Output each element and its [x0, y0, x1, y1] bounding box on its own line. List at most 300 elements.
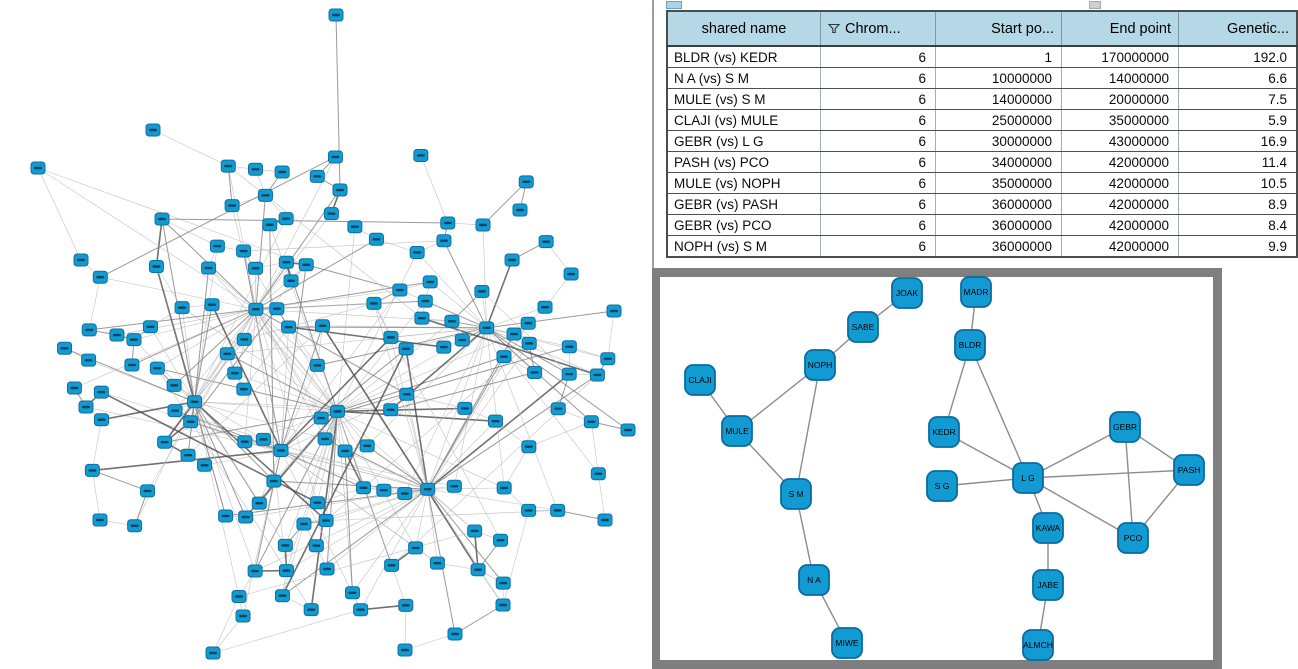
node-label: [158, 218, 166, 220]
network-node[interactable]: [237, 383, 251, 395]
network-node[interactable]: [409, 542, 423, 554]
network-node[interactable]: [551, 504, 565, 516]
node-label: KEDR: [932, 427, 956, 437]
network-node-SABE[interactable]: [848, 312, 878, 342]
network-node[interactable]: [175, 302, 189, 314]
table-cell: 5.9: [1179, 110, 1298, 131]
network-node[interactable]: [415, 312, 429, 324]
network-node[interactable]: [143, 321, 157, 333]
table-cell: 11.4: [1179, 152, 1298, 173]
table-cell: 43000000: [1062, 131, 1179, 152]
network-node[interactable]: [274, 445, 288, 457]
network-node[interactable]: [232, 590, 246, 602]
network-edge: [529, 422, 591, 447]
network-edge: [92, 420, 101, 471]
column-header-shared-name[interactable]: [667, 11, 821, 46]
node-label: [313, 364, 321, 366]
node-label: [252, 267, 260, 269]
network-node[interactable]: [360, 440, 374, 452]
node-label: [351, 226, 359, 228]
network-node[interactable]: [584, 416, 598, 428]
network-node[interactable]: [125, 359, 139, 371]
network-node[interactable]: [279, 565, 293, 577]
network-node[interactable]: [270, 303, 284, 315]
network-node[interactable]: [410, 246, 424, 258]
network-node[interactable]: [79, 401, 93, 413]
network-node[interactable]: [507, 328, 521, 340]
node-label: [146, 326, 154, 328]
network-node[interactable]: [94, 414, 108, 426]
table-cell: 7.5: [1179, 89, 1298, 110]
node-label: [348, 592, 356, 594]
table-row[interactable]: [667, 110, 1297, 131]
column-header-start-po---[interactable]: [936, 11, 1062, 46]
node-label: [240, 388, 248, 390]
network-node[interactable]: [256, 433, 270, 445]
network-node[interactable]: [551, 403, 565, 415]
network-node[interactable]: [496, 577, 510, 589]
network-node[interactable]: [320, 563, 334, 575]
node-label: [444, 222, 452, 224]
subnetwork-panel: [652, 268, 1222, 669]
network-node[interactable]: [82, 324, 96, 336]
network-node[interactable]: [414, 149, 428, 161]
column-header-label: Chrom...: [845, 20, 901, 37]
network-node[interactable]: [82, 354, 96, 366]
network-node[interactable]: [357, 482, 371, 494]
network-node[interactable]: [110, 329, 124, 341]
network-node[interactable]: [74, 254, 88, 266]
network-edge-BLDR-LG: [970, 345, 1028, 478]
node-label: [531, 371, 539, 373]
network-node[interactable]: [225, 200, 239, 212]
node-label: [413, 251, 421, 253]
network-node[interactable]: [468, 525, 482, 537]
network-node[interactable]: [324, 208, 338, 220]
node-label: [448, 320, 456, 322]
network-node-MULE[interactable]: [722, 416, 752, 446]
network-node[interactable]: [315, 320, 329, 332]
column-header-end-point[interactable]: [1062, 11, 1179, 46]
network-node[interactable]: [329, 9, 343, 21]
column-header-chrom---[interactable]: [821, 11, 936, 46]
network-node[interactable]: [238, 436, 252, 448]
network-node-PASH[interactable]: [1174, 455, 1204, 485]
node-label: [516, 209, 524, 211]
network-node[interactable]: [279, 256, 293, 268]
table-cell: 25000000: [936, 110, 1062, 131]
network-node-SG[interactable]: [927, 471, 957, 501]
network-node[interactable]: [310, 170, 324, 182]
column-header-genetic---[interactable]: [1179, 11, 1298, 46]
network-edge: [256, 195, 266, 309]
network-node[interactable]: [267, 475, 281, 487]
network-node-JABE[interactable]: [1033, 570, 1063, 600]
node-label: [331, 156, 339, 158]
node-label: [542, 240, 550, 242]
node-label: [34, 167, 42, 169]
network-node[interactable]: [562, 368, 576, 380]
node-label: [152, 265, 160, 267]
network-node[interactable]: [494, 534, 508, 546]
network-node-MIWE[interactable]: [832, 628, 862, 658]
table-cell: 30000000: [936, 131, 1062, 152]
network-node[interactable]: [314, 412, 328, 424]
network-edge: [153, 130, 228, 166]
network-node[interactable]: [309, 540, 323, 552]
node-label: [593, 374, 601, 376]
network-node[interactable]: [127, 334, 141, 346]
network-node[interactable]: [249, 262, 263, 274]
table-cell: 6: [821, 89, 936, 110]
node-label: [565, 373, 573, 375]
network-node[interactable]: [445, 315, 459, 327]
network-node[interactable]: [519, 176, 533, 188]
network-edge: [336, 15, 340, 190]
network-node[interactable]: [237, 333, 251, 345]
network-node[interactable]: [497, 351, 511, 363]
network-node[interactable]: [184, 416, 198, 428]
table-row[interactable]: [667, 236, 1297, 258]
network-node[interactable]: [367, 297, 381, 309]
network-node[interactable]: [278, 539, 292, 551]
table-cell: GEBR (vs) PCO: [667, 215, 821, 236]
node-label: [261, 194, 269, 196]
table-header: [667, 11, 1297, 46]
network-node[interactable]: [150, 362, 164, 374]
table-cell: 42000000: [1062, 152, 1179, 173]
network-node[interactable]: [58, 342, 72, 354]
network-node[interactable]: [304, 604, 318, 616]
node-label: [610, 310, 618, 312]
network-node[interactable]: [206, 647, 220, 659]
network-node[interactable]: [522, 441, 536, 453]
table-row[interactable]: [667, 68, 1297, 89]
network-node[interactable]: [607, 305, 621, 317]
node-label: [333, 410, 341, 412]
network-node[interactable]: [521, 317, 535, 329]
node-label: [461, 407, 469, 409]
network-node[interactable]: [369, 233, 383, 245]
network-node[interactable]: [476, 219, 490, 231]
table-cell: 36000000: [936, 236, 1062, 258]
node-label: ALMCH: [1023, 640, 1053, 650]
node-label: L G: [1021, 473, 1035, 483]
node-label: [312, 545, 320, 547]
node-label: [85, 359, 93, 361]
node-label: KAWA: [1035, 523, 1061, 533]
network-node-LG[interactable]: [1013, 463, 1043, 493]
network-node[interactable]: [418, 295, 432, 307]
table-cell: 10000000: [936, 68, 1062, 89]
node-label: [402, 604, 410, 606]
network-node[interactable]: [621, 424, 635, 436]
network-node[interactable]: [447, 480, 461, 492]
network-node[interactable]: [219, 510, 233, 522]
network-node[interactable]: [220, 348, 234, 360]
network-edge: [608, 311, 614, 359]
node-label: MULE: [725, 426, 749, 436]
network-node[interactable]: [345, 587, 359, 599]
network-node[interactable]: [141, 485, 155, 497]
network-node[interactable]: [93, 271, 107, 283]
table-row[interactable]: [667, 173, 1297, 194]
node-label: [144, 490, 152, 492]
node-label: [497, 539, 505, 541]
horizontal-scrollbar-tab[interactable]: [666, 1, 682, 9]
network-node[interactable]: [93, 514, 107, 526]
network-node[interactable]: [393, 284, 407, 296]
network-node[interactable]: [263, 219, 277, 231]
horizontal-scrollbar-thumb[interactable]: [1089, 1, 1101, 9]
network-node[interactable]: [249, 303, 263, 315]
network-node[interactable]: [505, 254, 519, 266]
network-node[interactable]: [249, 163, 263, 175]
network-node[interactable]: [188, 396, 202, 408]
table-row[interactable]: [667, 89, 1297, 110]
network-node[interactable]: [252, 497, 266, 509]
network-node-MADR[interactable]: [961, 277, 991, 307]
node-label: [500, 487, 508, 489]
node-label: [287, 280, 295, 282]
network-node[interactable]: [210, 240, 224, 252]
network-node[interactable]: [198, 459, 212, 471]
network-node[interactable]: [480, 322, 494, 334]
network-node[interactable]: [377, 484, 391, 496]
network-node[interactable]: [539, 236, 553, 248]
network-node[interactable]: [158, 436, 172, 448]
network-node-ALMCH[interactable]: [1023, 630, 1053, 660]
network-node[interactable]: [437, 235, 451, 247]
filter-funnel-icon[interactable]: [828, 23, 840, 34]
network-node[interactable]: [354, 604, 368, 616]
network-node[interactable]: [31, 162, 45, 174]
node-label: [624, 429, 632, 431]
node-label: [153, 367, 161, 369]
network-edge: [89, 277, 100, 330]
node-label: [96, 519, 104, 521]
network-edge: [213, 610, 361, 653]
node-label: [97, 391, 105, 393]
network-node[interactable]: [399, 599, 413, 611]
network-node[interactable]: [522, 337, 536, 349]
table-cell: 6: [821, 215, 936, 236]
node-label: [96, 276, 104, 278]
network-node[interactable]: [398, 644, 412, 656]
node-label: [440, 240, 448, 242]
table-row[interactable]: [667, 152, 1297, 173]
network-node[interactable]: [455, 334, 469, 346]
network-edge: [345, 451, 352, 593]
network-node[interactable]: [441, 217, 455, 229]
network-node-KAWA[interactable]: [1033, 513, 1063, 543]
network-node[interactable]: [146, 124, 160, 136]
network-node[interactable]: [513, 204, 527, 216]
network-node[interactable]: [421, 483, 435, 495]
network-node[interactable]: [202, 262, 216, 274]
network-node[interactable]: [384, 404, 398, 416]
network-node[interactable]: [528, 366, 542, 378]
network-node[interactable]: [328, 151, 342, 163]
network-node[interactable]: [67, 382, 81, 394]
network-node-NOPH[interactable]: [805, 350, 835, 380]
network-node[interactable]: [236, 610, 250, 622]
network-node[interactable]: [128, 520, 142, 532]
network-node[interactable]: [282, 321, 296, 333]
node-label: [235, 595, 243, 597]
network-node[interactable]: [562, 341, 576, 353]
node-label: [522, 181, 530, 183]
network-node[interactable]: [437, 341, 451, 353]
network-node[interactable]: [221, 160, 235, 172]
node-label: [421, 300, 429, 302]
table-cell: 6: [821, 236, 936, 258]
table-cell: 42000000: [1062, 194, 1179, 215]
network-node[interactable]: [149, 260, 163, 272]
network-edge: [162, 219, 448, 223]
network-node[interactable]: [279, 213, 293, 225]
table-cell: N A (vs) S M: [667, 68, 821, 89]
table-cell: 14000000: [936, 89, 1062, 110]
subnetwork-canvas[interactable]: [660, 277, 1213, 660]
network-node[interactable]: [168, 405, 182, 417]
network-node-NA[interactable]: [799, 565, 829, 595]
node-label: [418, 317, 426, 319]
table-row[interactable]: [667, 46, 1297, 68]
node-label: [508, 259, 516, 261]
node-label: [417, 154, 425, 156]
node-label: [300, 523, 308, 525]
node-label: PASH: [1177, 465, 1201, 475]
node-label: [128, 364, 136, 366]
network-node[interactable]: [310, 359, 324, 371]
network-node[interactable]: [318, 433, 332, 445]
network-node[interactable]: [538, 301, 552, 313]
network-node[interactable]: [205, 299, 219, 311]
node-label: [594, 473, 602, 475]
network-node[interactable]: [471, 564, 485, 576]
node-label: [209, 652, 217, 654]
node-label: [336, 189, 344, 191]
network-node-CLAJI[interactable]: [685, 365, 715, 395]
table-cell: 6: [821, 46, 936, 68]
node-label: [239, 615, 247, 617]
table-row[interactable]: [667, 131, 1297, 152]
network-node[interactable]: [258, 189, 272, 201]
network-node[interactable]: [94, 386, 108, 398]
network-node-SM[interactable]: [781, 479, 811, 509]
node-label: NOPH: [807, 360, 833, 370]
node-label: [380, 489, 388, 491]
network-node[interactable]: [348, 221, 362, 233]
network-node[interactable]: [430, 557, 444, 569]
table-row[interactable]: [667, 215, 1297, 236]
node-label: [510, 333, 518, 335]
network-node-BLDR[interactable]: [955, 330, 985, 360]
network-node[interactable]: [338, 445, 352, 457]
network-node[interactable]: [522, 504, 536, 516]
table-cell: 170000000: [1062, 46, 1179, 68]
network-node[interactable]: [400, 388, 414, 400]
network-node[interactable]: [423, 276, 437, 288]
node-label: [525, 446, 533, 448]
node-label: [77, 259, 85, 261]
network-node[interactable]: [458, 402, 472, 414]
node-label: [130, 338, 138, 340]
network-node[interactable]: [330, 405, 344, 417]
node-label: [191, 401, 199, 403]
network-node[interactable]: [564, 268, 578, 280]
network-node[interactable]: [155, 213, 169, 225]
node-label: [251, 570, 259, 572]
network-node-JOAK[interactable]: [892, 278, 922, 308]
network-node[interactable]: [448, 628, 462, 640]
network-node[interactable]: [85, 464, 99, 476]
table-cell: 42000000: [1062, 215, 1179, 236]
table-cell: 20000000: [1062, 89, 1179, 110]
network-node[interactable]: [181, 449, 195, 461]
network-node[interactable]: [275, 166, 289, 178]
network-node[interactable]: [237, 245, 251, 257]
network-node[interactable]: [284, 275, 298, 287]
network-node[interactable]: [239, 511, 253, 523]
network-node[interactable]: [591, 468, 605, 480]
node-label: [282, 569, 290, 571]
network-node[interactable]: [398, 488, 412, 500]
network-edge: [38, 168, 306, 265]
node-label: [97, 419, 105, 421]
node-label: [318, 325, 326, 327]
network-node[interactable]: [601, 353, 615, 365]
table-cell: 16.9: [1179, 131, 1298, 152]
node-label: [567, 273, 575, 275]
network-node-PCO[interactable]: [1118, 523, 1148, 553]
network-node-KEDR[interactable]: [929, 417, 959, 447]
network-node[interactable]: [275, 590, 289, 602]
node-label: JOAK: [895, 288, 919, 298]
network-edge: [428, 489, 438, 563]
table-row[interactable]: [667, 194, 1297, 215]
network-node[interactable]: [248, 565, 262, 577]
network-node[interactable]: [333, 184, 347, 196]
network-node[interactable]: [497, 482, 511, 494]
network-node[interactable]: [385, 559, 399, 571]
network-node[interactable]: [310, 497, 324, 509]
node-label: [61, 347, 69, 349]
network-edge: [598, 474, 605, 520]
network-node[interactable]: [496, 599, 510, 611]
network-node-GEBR[interactable]: [1110, 412, 1140, 442]
network-node[interactable]: [384, 331, 398, 343]
network-node[interactable]: [590, 369, 604, 381]
network-node[interactable]: [399, 343, 413, 355]
network-node[interactable]: [319, 515, 333, 527]
network-node[interactable]: [297, 518, 311, 530]
network-node[interactable]: [228, 367, 242, 379]
node-label: [388, 564, 396, 566]
node-label: [499, 604, 507, 606]
node-label: [524, 322, 532, 324]
node-label: [241, 441, 249, 443]
network-node[interactable]: [475, 285, 489, 297]
node-label: [332, 14, 340, 16]
network-node[interactable]: [598, 514, 612, 526]
network-node[interactable]: [488, 415, 502, 427]
node-label: [282, 261, 290, 263]
network-node[interactable]: [299, 259, 313, 271]
network-node[interactable]: [167, 379, 181, 391]
node-label: [370, 302, 378, 304]
